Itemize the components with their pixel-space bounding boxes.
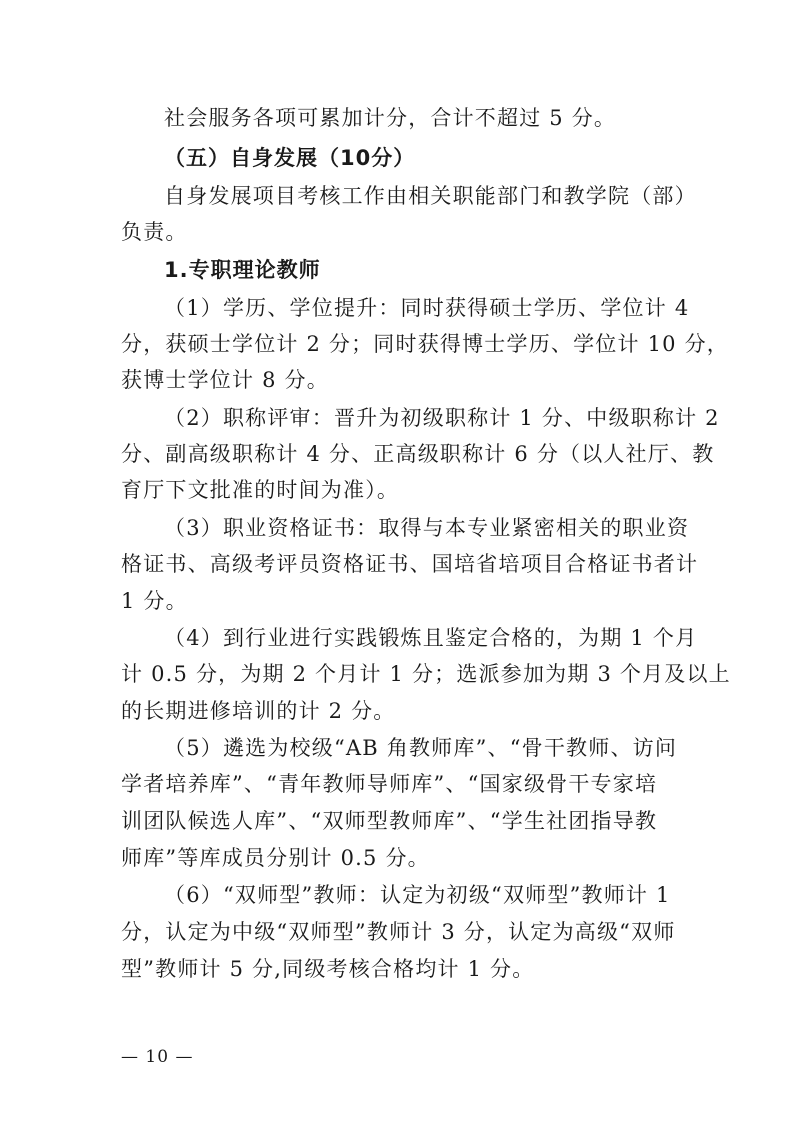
item-3-line: 格证书、高级考评员资格证书、国培省培项目合格证书者计 — [121, 552, 699, 576]
item-3-line: 1 分。 — [121, 589, 188, 613]
paragraph-social-service-end: 社会服务各项可累加计分，合计不超过 5 分。 — [164, 106, 617, 130]
section-heading-self-development: （五）自身发展（10分） — [164, 146, 416, 170]
item-2-line: 分、副高级职称计 4 分、正高级职称计 6 分（以人社厅、教 — [121, 442, 715, 466]
item-4-line: （4）到行业进行实践锻炼且鉴定合格的，为期 1 个月 — [164, 626, 698, 650]
item-1-line: （1）学历、学位提升：同时获得硕士学历、学位计 4 — [164, 296, 690, 320]
paragraph-line: 自身发展项目考核工作由相关职能部门和教学院（部） — [164, 184, 697, 208]
page-number: — 10 — — [121, 1047, 194, 1067]
item-4-line: 的长期进修培训的计 2 分。 — [121, 699, 396, 723]
item-3-line: （3）职业资格证书：取得与本专业紧密相关的职业资 — [164, 516, 690, 540]
item-5-line: 学者培养库”、“青年教师导师库”、“国家级骨干专家培 — [121, 772, 658, 796]
item-1-line: 分，获硕士学位计 2 分；同时获得博士学历、学位计 10 分， — [121, 332, 729, 356]
item-2-line: 育厅下文批准的时间为准）。 — [121, 478, 400, 502]
item-6-line: 型”教师计 5 分,同级考核合格均计 1 分。 — [121, 957, 535, 981]
item-1-line: 获博士学位计 8 分。 — [121, 368, 329, 392]
item-5-line: 训团队候选人库”、“双师型教师库”、“学生社团指导教 — [121, 809, 658, 833]
paragraph-line: 负责。 — [121, 220, 188, 244]
item-2-line: （2）职称评审：晋升为初级职称计 1 分、中级职称计 2 — [164, 406, 720, 430]
item-5-line: 师库”等库成员分别计 0.5 分。 — [121, 846, 430, 870]
item-6-line: （6）“双师型”教师：认定为初级“双师型”教师计 1 — [164, 883, 671, 907]
item-5-line: （5）遴选为校级“AB 角教师库”、“骨干教师、访问 — [164, 736, 678, 760]
item-4-line: 计 0.5 分，为期 2 个月计 1 分；选派参加为期 3 个月及以上 — [121, 662, 731, 686]
item-6-line: 分，认定为中级“双师型”教师计 3 分，认定为高级“双师 — [121, 920, 676, 944]
subheading-full-time-teachers: 1.专职理论教师 — [164, 258, 321, 282]
